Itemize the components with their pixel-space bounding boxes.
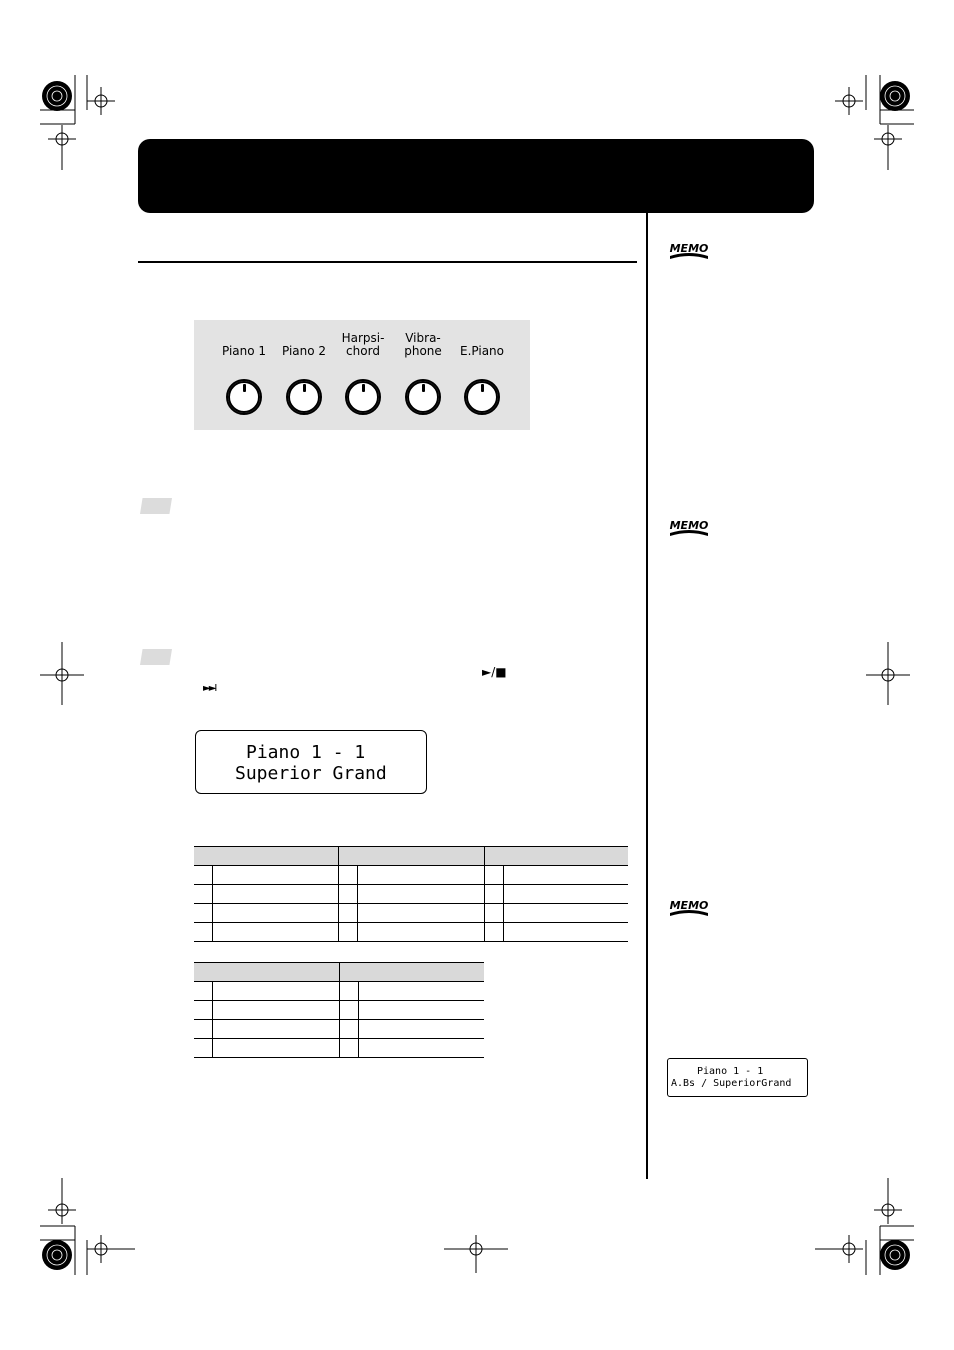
lcd-line-2: Superior Grand xyxy=(235,763,387,784)
indicator-led-icon xyxy=(303,384,306,392)
memo-icon xyxy=(668,517,710,537)
piano1-label: Piano 1 xyxy=(221,344,267,358)
table-row xyxy=(194,885,628,904)
indicator-led-icon xyxy=(481,384,484,392)
tone-table-1 xyxy=(194,846,628,942)
sidebar-divider xyxy=(646,213,648,1179)
step-marker-1 xyxy=(140,498,172,514)
indicator-led-icon xyxy=(422,384,425,392)
lcd-display-small xyxy=(667,1058,808,1097)
harpsichord-button[interactable] xyxy=(347,381,379,413)
svg-text:MEMO: MEMO xyxy=(669,242,709,255)
table-header-row xyxy=(194,847,628,866)
lcd-display xyxy=(195,730,427,794)
tone-table-2 xyxy=(194,962,484,1058)
table-row xyxy=(194,866,628,885)
harpsichord-label: Harpsi- chord xyxy=(341,331,385,358)
table-header-row xyxy=(194,963,484,982)
memo-icon xyxy=(668,240,710,260)
indicator-led-icon xyxy=(362,384,365,392)
lcd-line-1: Piano 1 - 1 xyxy=(246,742,366,763)
tone-button-panel xyxy=(194,320,530,430)
fast-forward-icon: ►►I xyxy=(203,683,216,694)
play-stop-icon: ►/■ xyxy=(482,665,507,679)
svg-text:MEMO: MEMO xyxy=(669,899,709,912)
svg-text:MEMO: MEMO xyxy=(669,519,709,532)
step-marker-2 xyxy=(140,649,172,665)
piano2-button[interactable] xyxy=(288,381,320,413)
vibraphone-label: Vibra- phone xyxy=(404,331,442,358)
indicator-led-icon xyxy=(243,384,246,392)
epiano-label: E.Piano xyxy=(459,344,504,358)
vibraphone-button[interactable] xyxy=(407,381,439,413)
table-row xyxy=(194,1020,484,1039)
lcd-small-line-2: A.Bs / SuperiorGrand xyxy=(671,1078,792,1089)
epiano-button[interactable] xyxy=(466,381,498,413)
section-rule xyxy=(138,261,637,263)
table-row xyxy=(194,1001,484,1020)
table-row xyxy=(194,982,484,1001)
table-row xyxy=(194,923,628,942)
lcd-small-line-1: Piano 1 - 1 xyxy=(697,1066,764,1077)
chapter-header-bar xyxy=(138,139,814,213)
piano2-label: Piano 2 xyxy=(281,344,327,358)
piano1-button[interactable] xyxy=(228,381,260,413)
table-row xyxy=(194,904,628,923)
memo-icon xyxy=(668,897,710,917)
table-row xyxy=(194,1039,484,1058)
